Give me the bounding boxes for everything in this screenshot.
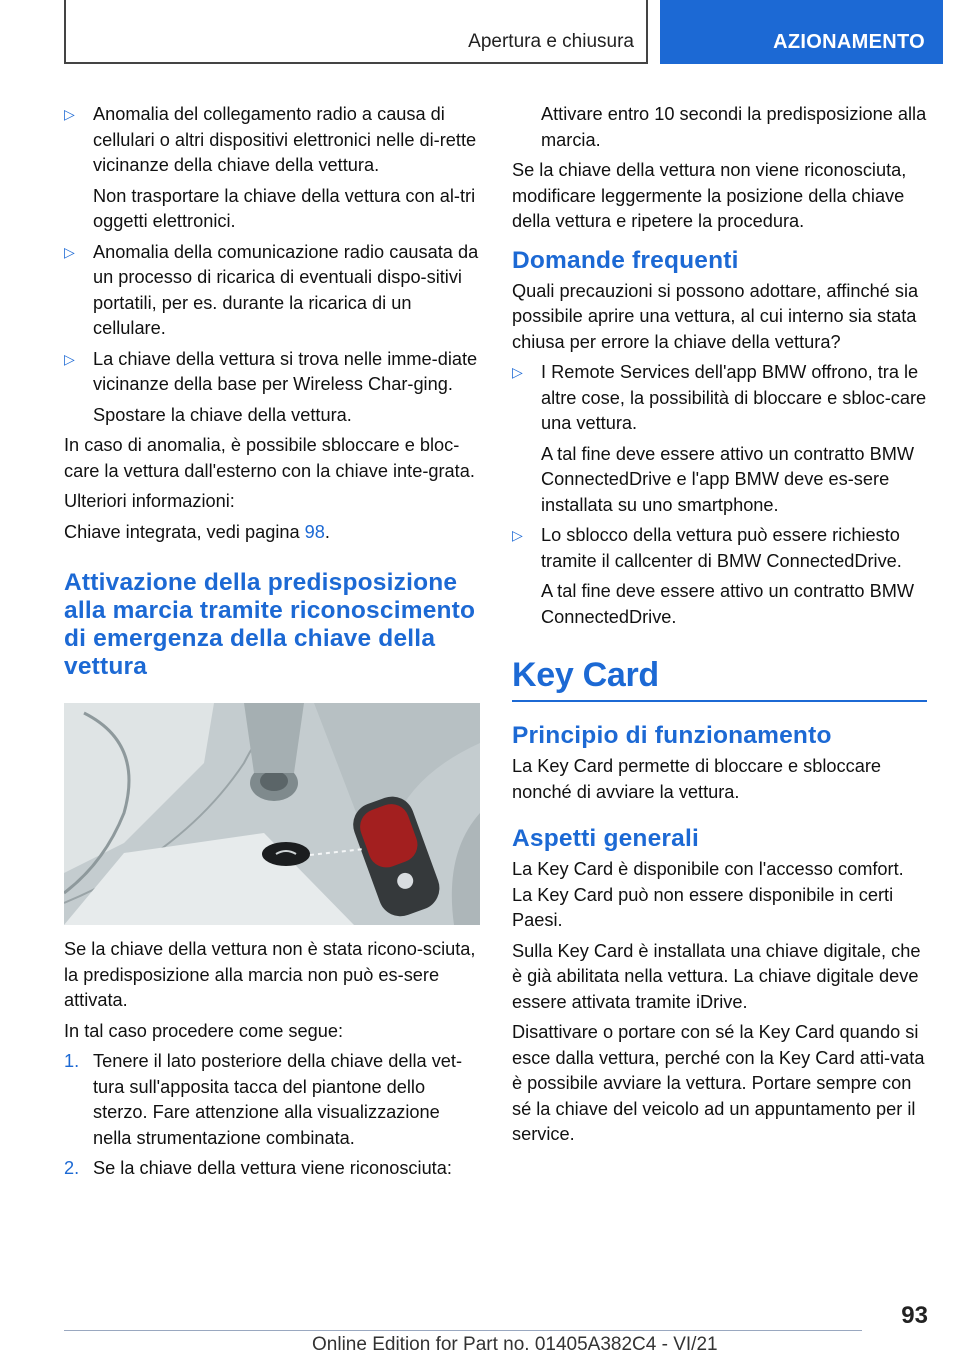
footer-divider [64, 1330, 862, 1331]
paragraph-general-2: Sulla Key Card è installata una chiave digitale, che è già abilitata nella vettura. La chiave digitale deve essere attivata tramite iDrive. [512, 940, 921, 1012]
list-item [64, 347, 480, 398]
triangle-bullet-icon: ▷ [64, 243, 75, 260]
list-item [512, 360, 927, 437]
paragraph-reference [64, 520, 480, 546]
step-item [64, 1156, 480, 1182]
list-item [512, 523, 927, 574]
heading-emergency-recognition: Attivazione della predisposizione alla marcia tramite riconoscimento di emergenza della chiave della vettura [64, 569, 476, 680]
paragraph-general-3: Disattivare o portare con sé la Key Card quando si esce dalla vettura, perché con la Key Card atti-vata è possibile avviare la vettura. Portare sempre con sé la chiave del veicolo ad un appuntamento per il service. [512, 1022, 925, 1144]
paragraph-not-recognized: Se la chiave della vettura non è stata ricono-sciuta, la predisposizione alla marcia non può es-sere attivata. [64, 939, 476, 1010]
triangle-bullet-icon: ▷ [64, 350, 75, 367]
left-column [64, 102, 480, 1187]
list-item-note: A tal fine deve essere attivo un contratto BMW ConnectedDrive. [541, 581, 915, 627]
heading-general: Aspetti generali [512, 825, 699, 852]
reference-end: . [324, 521, 330, 542]
heading-faq: Domande frequenti [512, 246, 739, 274]
figure-steering-column-key [64, 703, 480, 925]
step-number: 1. [64, 1051, 80, 1071]
list-item-text: I Remote Services dell'app BMW offrono, tra le altre cose, la possibilità di bloccare e sbloc-care una vettura. [541, 362, 927, 433]
page-number: 93 [901, 1302, 928, 1329]
paragraph-more-info: Ulteriori informazioni: [64, 491, 235, 511]
page-link[interactable]: 98 [304, 521, 325, 542]
triangle-bullet-icon: ▷ [512, 527, 523, 543]
header-section-box [64, 0, 648, 64]
right-column [512, 102, 927, 1153]
list-item-text: Lo sblocco della vettura può essere richiesto tramite il callcenter di BMW ConnectedDrive. [541, 525, 902, 571]
list-item-note: A tal fine deve essere attivo un contratto BMW ConnectedDrive e l'app BMW deve es-sere installata su uno smartphone. [541, 443, 915, 515]
paragraph-proceed: In tal caso procedere come segue: [64, 1020, 344, 1041]
step-text: Tenere il lato posteriore della chiave della vet-tura sull'apposita tacca del piantone dello sterzo. Fare attenzione alla visualizzazione nella strumentazione combinata. [93, 1051, 463, 1148]
paragraph-principle: La Key Card permette di bloccare e sbloccare nonché di avviare la vettura. [512, 756, 881, 802]
heading-key-card: Key Card [512, 656, 927, 702]
triangle-bullet-icon: ▷ [64, 106, 75, 122]
paragraph-retry: Se la chiave della vettura non viene riconosciuta, modificare leggermente la posizione della chiave della vettura e ripetere la procedura. [512, 160, 907, 231]
step-number: 2. [64, 1158, 80, 1178]
list-item [64, 240, 480, 342]
steering-column-illustration [64, 703, 480, 925]
triangle-bullet-icon: ▷ [512, 364, 523, 380]
footer-edition: Online Edition for Part no. 01405A382C4 - VI/21 [312, 1334, 718, 1355]
heading-principle: Principio di funzionamento [512, 722, 832, 749]
list-item-note: Spostare la chiave della vettura. [93, 404, 352, 425]
list-item-note: Non trasportare la chiave della vettura con al-tri oggetti elettronici. [93, 185, 476, 231]
paragraph-general-1: La Key Card è disponibile con l'accesso comfort. La Key Card può non essere disponibile in certi Paesi. [512, 859, 904, 930]
step-text: Se la chiave della vettura viene riconosciuta: [93, 1158, 452, 1178]
reference-text: Chiave integrata, vedi pagina [64, 521, 305, 542]
faq-question: Quali precauzioni si possono adottare, affinché sia possibile aprire una vettura, al cui interno sia stata chiusa per errore la chiave della vettura? [512, 280, 919, 352]
header-chapter-title: AZIONAMENTO [773, 31, 925, 53]
step-note: Attivare entro 10 secondi la predisposizione alla marcia. [541, 104, 927, 150]
step-item [64, 1049, 480, 1151]
header-section-title: Apertura e chiusura [468, 31, 634, 52]
list-item [64, 102, 480, 179]
list-item-text: Anomalia della comunicazione radio causata da un processo di ricarica di eventuali dispo-sitivi portatili, per es. durante la ricarica di un cellulare. [93, 241, 479, 338]
list-item-text: Anomalia del collegamento radio a causa di cellulari o altri dispositivi elettronici nelle di-rette vicinanze della chiave della vettura. [93, 104, 477, 175]
list-item-text: La chiave della vettura si trova nelle imme-diate vicinanze della base per Wireless Char-ging. [93, 348, 478, 394]
paragraph-anomaly: In caso di anomalia, è possibile sbloccare e bloc-care la vettura dall'esterno con la chiave inte-grata. [64, 435, 475, 481]
header-chapter-tab [660, 0, 943, 64]
